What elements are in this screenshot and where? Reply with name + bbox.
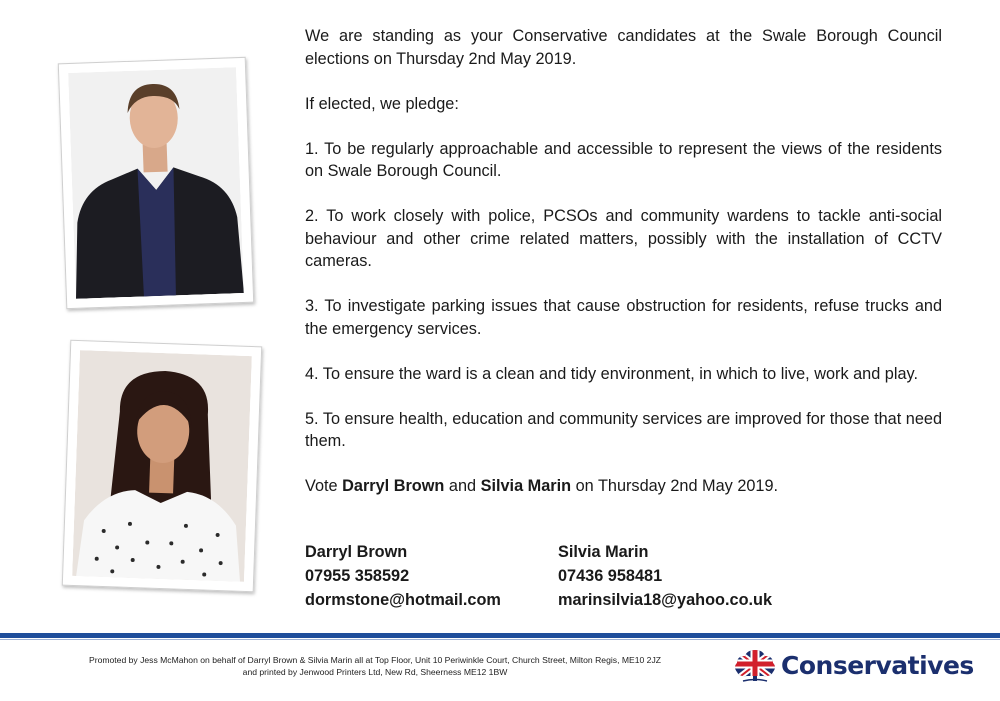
intro-paragraph: We are standing as your Conservative candidates at the Swale Borough Council elections on Thursday 2nd May 2019.: [305, 27, 942, 68]
candidate-photo-silvia: [62, 340, 262, 593]
man-portrait-icon: [68, 67, 244, 299]
imprint-line-2: and printed by Jenwood Printers Ltd, New Rd, Sheerness ME12 1BW: [242, 667, 508, 677]
logo-wordmark: Conservatives: [781, 650, 974, 680]
contact-phone: 07955 358592: [305, 567, 410, 585]
leaflet-body: [305, 25, 942, 520]
contact-name: Darryl Brown: [305, 543, 408, 561]
contact-silvia: [558, 540, 772, 612]
conservatives-logo: [733, 648, 974, 682]
contact-darryl: [305, 540, 501, 612]
contact-name: Silvia Marin: [558, 543, 649, 561]
vote-candidate-1: Darryl Brown: [342, 477, 445, 495]
union-tree-icon: [733, 648, 777, 682]
vote-candidate-2: Silvia Marin: [480, 477, 572, 495]
candidate-photo-darryl: [58, 57, 254, 309]
pledge-intro: If elected, we pledge:: [305, 94, 459, 113]
woman-portrait-icon: [72, 350, 252, 582]
pledge-1: 1. To be regularly approachable and accessible to represent the views of the residents on Swale Borough Council.: [305, 139, 942, 180]
contact-phone: 07436 958481: [558, 567, 663, 585]
contact-email: dormstone@hotmail.com: [305, 591, 501, 609]
pledge-3: 3. To investigate parking issues that cause obstruction for residents, refuse trucks and the emergency services.: [305, 297, 942, 338]
vote-prefix: Vote: [305, 477, 343, 495]
pledge-4: 4. To ensure the ward is a clean and tidy environment, in which to live, work and play.: [305, 364, 918, 383]
pledge-5: 5. To ensure health, education and community services are improved for those that need them.: [305, 409, 942, 450]
pledge-2: 2. To work closely with police, PCSOs and community wardens to tackle anti-social behaviour and other crime related matters, possibly with the installation of CCTV cameras.: [305, 207, 942, 270]
imprint: [30, 654, 720, 678]
footer-rule-thin: [0, 639, 1000, 640]
vote-line: [305, 475, 942, 498]
imprint-line-1: Promoted by Jess McMahon on behalf of Darryl Brown & Silvia Marin all at Top Floor, Unit 10 Periwinkle Court, Church Street, Milton Regis, ME10 2JZ: [88, 655, 662, 665]
contact-email: marinsilvia18@yahoo.co.uk: [558, 591, 773, 609]
footer-rule: [0, 633, 1000, 638]
vote-suffix: on Thursday 2nd May 2019.: [571, 477, 779, 495]
vote-and: and: [444, 477, 481, 495]
